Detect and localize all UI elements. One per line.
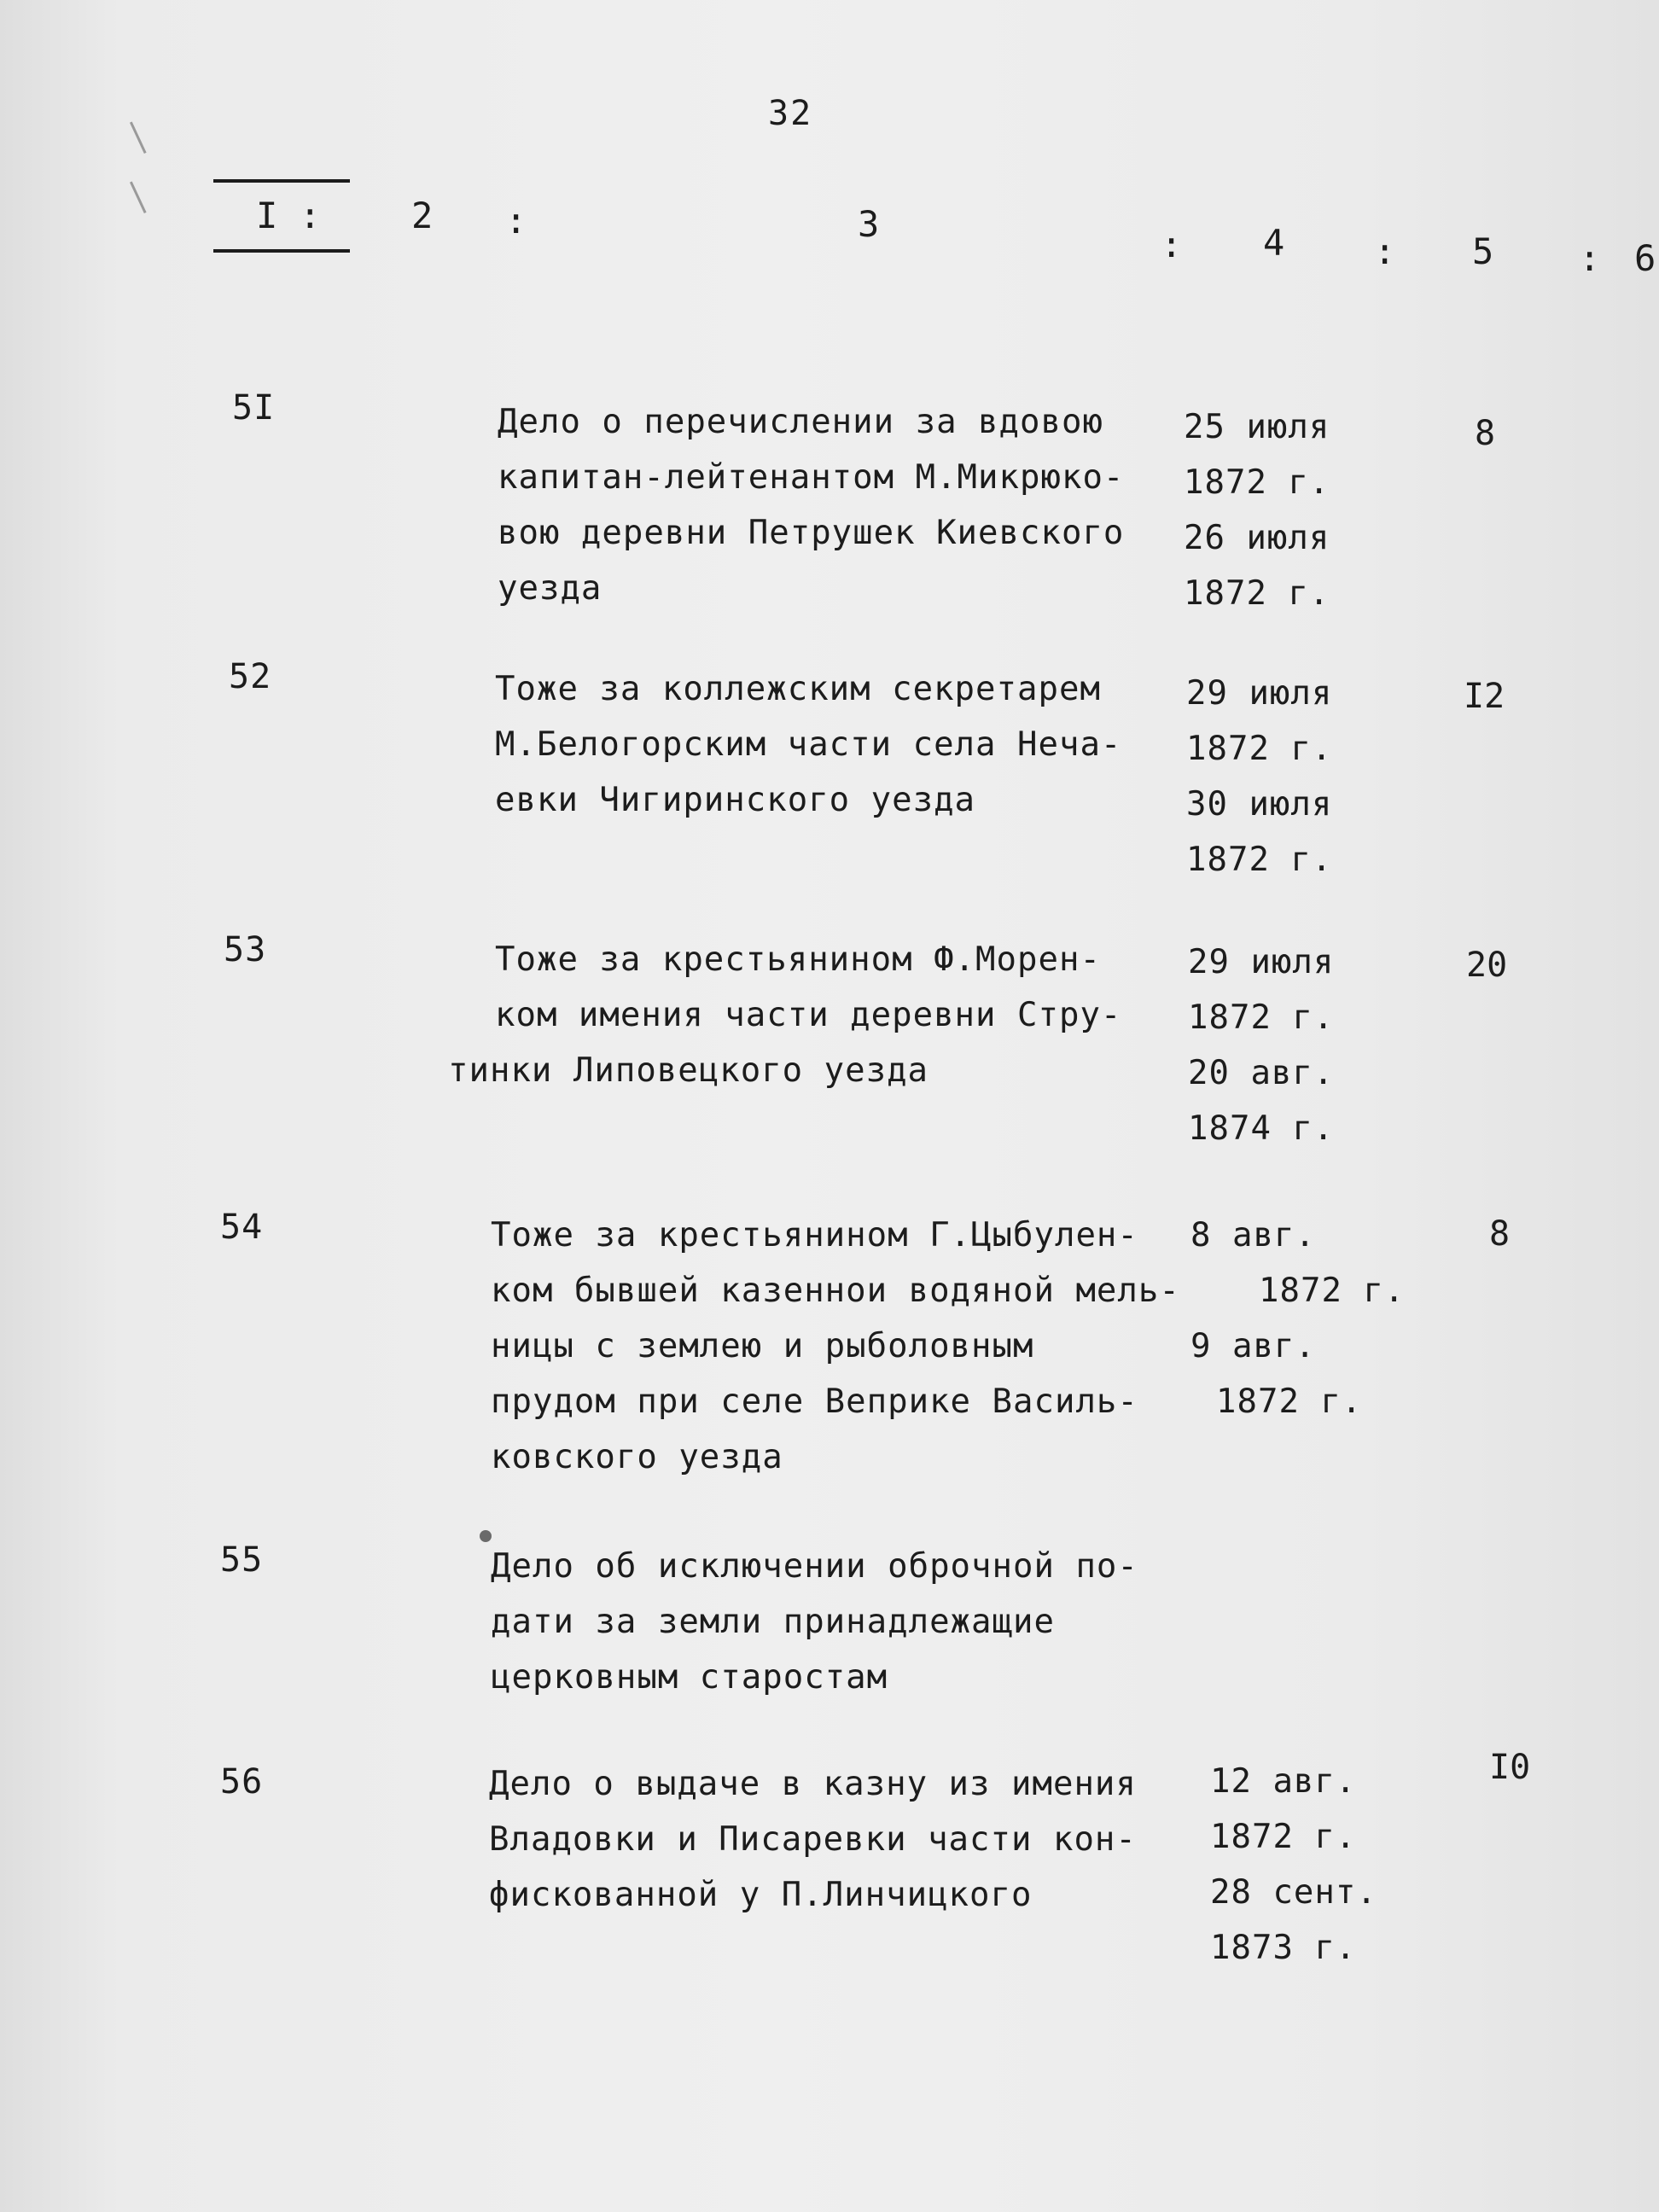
date-line: 1872 г.: [1210, 1818, 1357, 1856]
entry-number: 5I: [232, 388, 276, 428]
entry-sheet-count: 8: [1475, 414, 1496, 453]
margin-pencil-mark: [130, 119, 151, 154]
description-line: Тоже за крестьянином Г.Цыбулен-: [491, 1216, 1138, 1254]
description-line: прудом при селе Веприке Василь-: [491, 1382, 1138, 1421]
column-header-1: I :: [256, 195, 321, 236]
column-separator: :: [505, 200, 527, 242]
description-line: Тоже за крестьянином Ф.Морен-: [495, 940, 1101, 979]
column-header-6: 6: [1634, 237, 1656, 279]
margin-pencil-mark: [130, 179, 151, 213]
description-line: капитан-лейтенантом М.Микрюко-: [498, 458, 1125, 497]
description-line: дати за земли принадлежащие: [491, 1603, 1055, 1641]
entry-number: 55: [220, 1540, 264, 1580]
date-line: 1874 г.: [1188, 1109, 1335, 1148]
entry-dates: [1184, 399, 1330, 621]
header-rule-top: [213, 179, 350, 183]
description-line: уезда: [498, 569, 602, 608]
description-line: Тоже за коллежским секретарем: [495, 670, 1101, 708]
entry-sheet-count: I2: [1464, 677, 1505, 716]
description-line: Дело о выдаче в казну из имения: [489, 1765, 1137, 1803]
date-line: 1872 г.: [1188, 998, 1335, 1037]
entry-dates: [1186, 666, 1332, 888]
date-line: 26 июля: [1184, 519, 1330, 557]
description-line: тинки Липовецкого уезда: [448, 1051, 929, 1090]
date-line: 1872 г.: [1216, 1382, 1363, 1421]
description-line: вою деревни Петрушек Киевского: [498, 514, 1125, 552]
date-line: 25 июля: [1184, 408, 1330, 446]
description-line: ком бывшей казеннои водяной мель-: [491, 1272, 1180, 1310]
column-header-2: 2: [411, 195, 434, 236]
entry-sheet-count: 20: [1466, 946, 1508, 985]
entry-number: 56: [220, 1762, 264, 1802]
description-line: фискованной у П.Линчицкого: [489, 1876, 1033, 1914]
description-line: церковным старостам: [491, 1658, 888, 1697]
header-rule-bottom: [213, 249, 350, 253]
description-line: Владовки и Писаревки части кон-: [489, 1820, 1137, 1859]
date-line: 29 июля: [1186, 674, 1333, 713]
date-line: 1872 г.: [1186, 841, 1333, 879]
entry-dates: [1188, 934, 1334, 1156]
entry-dates: [1210, 1754, 1377, 1976]
date-line: 9 авг.: [1190, 1327, 1316, 1365]
ink-speck: [480, 1530, 492, 1542]
column-separator: :: [1161, 224, 1183, 265]
column-header-3: 3: [858, 203, 880, 245]
date-line: 12 авг.: [1210, 1762, 1357, 1801]
column-header-4: 4: [1263, 222, 1285, 264]
description-line: М.Белогорским части села Неча-: [495, 725, 1122, 764]
column-header-5: 5: [1472, 230, 1494, 272]
entry-description: [489, 1756, 1137, 1923]
entry-number: 52: [229, 657, 272, 696]
description-line: ком имения части деревни Стру-: [495, 996, 1122, 1034]
description-line: Дело о перечислении за вдовою: [498, 403, 1103, 441]
entry-dates: [1190, 1208, 1405, 1429]
date-line: 1873 г.: [1210, 1929, 1357, 1967]
entry-description: [498, 394, 1124, 616]
entry-number: 53: [224, 930, 267, 969]
description-line: ницы с землею и рыболовным: [491, 1327, 1034, 1365]
entry-sheet-count: I0: [1489, 1748, 1531, 1787]
date-line: 1872 г.: [1184, 463, 1330, 502]
entry-number: 54: [220, 1208, 264, 1247]
description-line: Дело об исключении оброчной по-: [491, 1547, 1138, 1586]
date-line: 29 июля: [1188, 943, 1335, 981]
column-separator: :: [1374, 230, 1396, 272]
date-line: 1872 г.: [1186, 730, 1333, 768]
column-separator: :: [1579, 237, 1601, 279]
date-line: 20 авг.: [1188, 1054, 1335, 1092]
date-line: 30 июля: [1186, 785, 1333, 824]
entry-sheet-count: 8: [1489, 1214, 1511, 1254]
date-line: 1872 г.: [1259, 1272, 1406, 1310]
date-line: 1872 г.: [1184, 574, 1330, 613]
page-number: 32: [768, 94, 813, 133]
entry-description: [491, 1208, 1180, 1485]
entry-description: [491, 1539, 1138, 1705]
date-line: 8 авг.: [1190, 1216, 1316, 1254]
date-line: 28 сент.: [1210, 1873, 1377, 1912]
entry-description: [495, 661, 1121, 828]
description-line: ковского уезда: [491, 1438, 783, 1476]
description-line: евки Чигиринского уезда: [495, 781, 976, 819]
entry-description: [448, 932, 1121, 1098]
